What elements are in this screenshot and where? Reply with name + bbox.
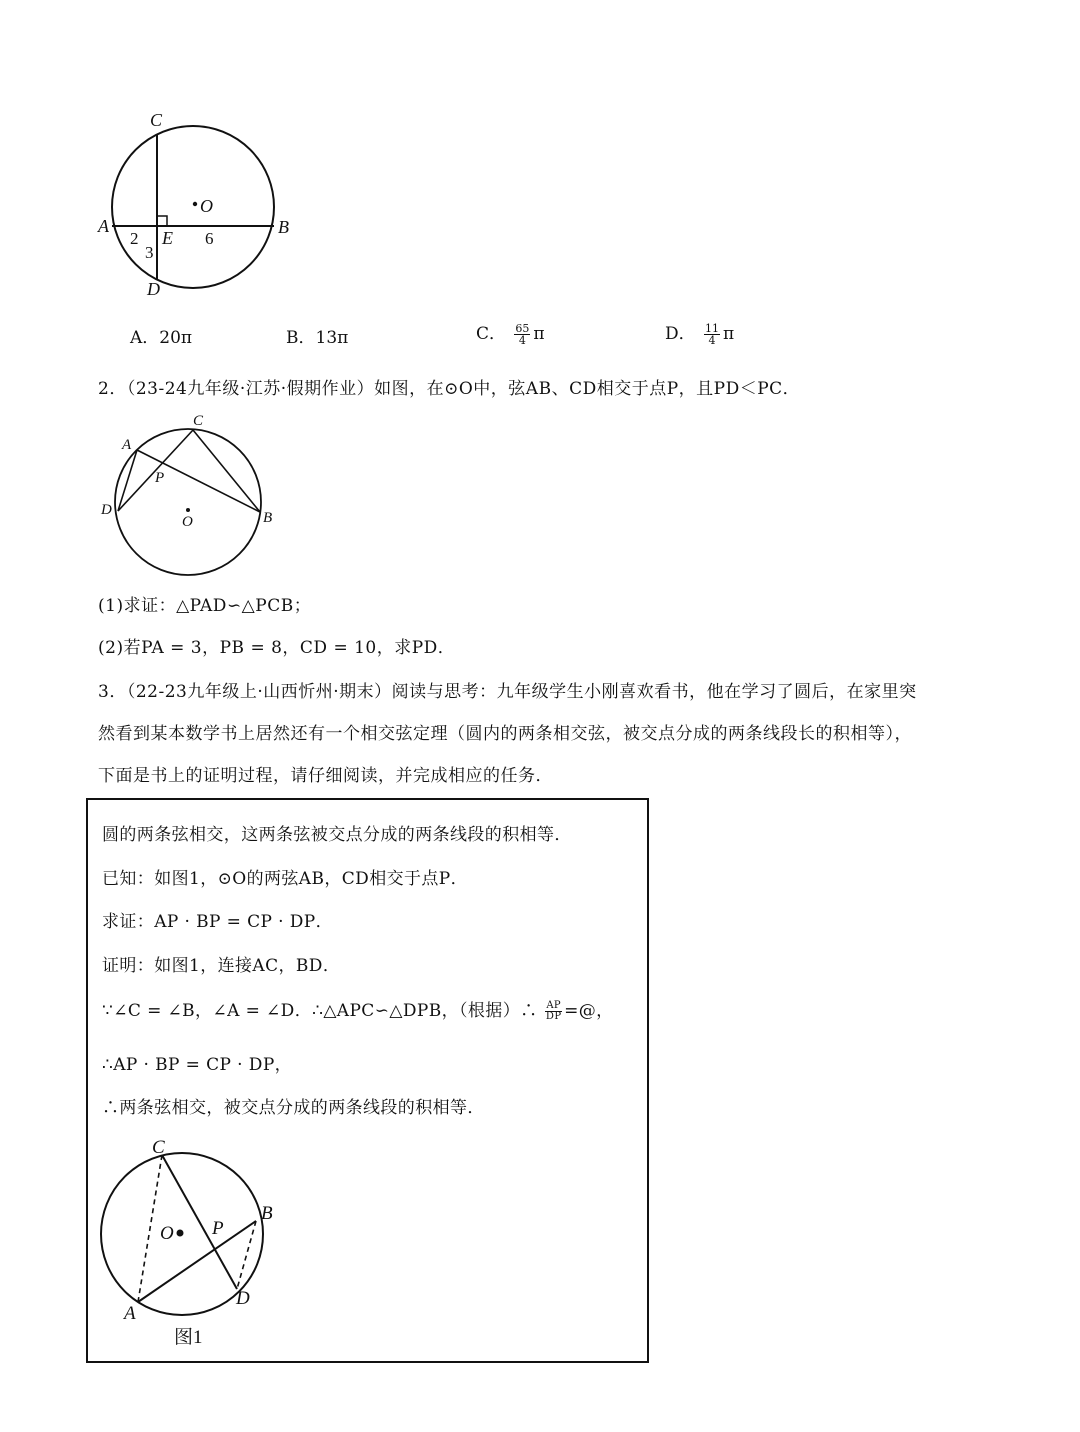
- option-b-value: 13π: [315, 328, 349, 348]
- label-d: D: [236, 1288, 250, 1309]
- label-d: D: [101, 502, 112, 518]
- label-c: C: [150, 110, 163, 130]
- proof-step-1-denominator: DP: [545, 1011, 562, 1022]
- proof-box: [86, 798, 649, 1363]
- center-dot: [177, 1230, 184, 1237]
- proof-step-1-numerator: AP: [546, 1000, 562, 1011]
- option-a[interactable]: [130, 323, 192, 348]
- option-d-fraction: [704, 323, 720, 346]
- center-dot: [193, 202, 197, 206]
- label-a: A: [122, 437, 132, 453]
- label-length-2: 2: [130, 229, 139, 248]
- given-statement: 已知：如图1，⊙O的两弦AB，CD相交于点P．: [102, 869, 469, 889]
- label-c: C: [152, 1137, 165, 1158]
- label-length-3: 3: [145, 243, 154, 262]
- option-a-value: 20π: [159, 328, 193, 348]
- label-b: B: [263, 510, 273, 526]
- to-prove-statement: 求证：AP · BP = CP · DP．: [102, 912, 334, 932]
- question-3-line-1: 3．（22-23九年级上·山西忻州·期末）阅读与思考：九年级学生小刚喜欢看书，他在学习了圆后，在家里突: [98, 682, 917, 702]
- label-c: C: [193, 413, 204, 429]
- option-b-label: B．: [286, 328, 316, 348]
- option-c-label: C．: [476, 324, 507, 344]
- dashed-segment-ac: [138, 1155, 162, 1302]
- label-b: B: [261, 1203, 273, 1224]
- proof-step-1-tail: =@，: [564, 1001, 614, 1021]
- option-c-pi: π: [533, 324, 545, 344]
- label-a: A: [124, 1303, 136, 1324]
- label-length-6: 6: [205, 229, 214, 248]
- chord-cd: [162, 1155, 237, 1289]
- right-angle-mark: [157, 216, 167, 226]
- figure-1-intersecting-chords: [88, 1130, 318, 1350]
- option-d[interactable]: [665, 319, 734, 346]
- option-c-numerator: 65: [515, 322, 530, 335]
- label-o: O: [160, 1223, 174, 1244]
- option-c[interactable]: [476, 319, 545, 346]
- segment-cb: [193, 430, 260, 512]
- proof-step-1-fraction: [545, 1001, 562, 1022]
- label-d: D: [147, 279, 160, 299]
- label-a: A: [98, 216, 109, 236]
- option-d-denominator: 4: [708, 334, 716, 347]
- proof-intro: 证明：如图1，连接AC，BD．: [102, 956, 341, 976]
- figure-circle-chords-2: [95, 405, 285, 585]
- option-a-label: A．: [130, 328, 160, 348]
- option-c-denominator: 4: [518, 334, 526, 347]
- label-e: E: [162, 228, 173, 248]
- option-d-numerator: 11: [705, 322, 720, 335]
- question-3-line-2: 然看到某本数学书上居然还有一个相交弦定理（圆内的两条相交弦，被交点分成的两条线段长的积相等），: [98, 724, 912, 744]
- figure-circle-chords-1: [95, 105, 305, 305]
- proof-conclusion: ∴两条弦相交，被交点分成的两条线段的积相等．: [102, 1098, 485, 1118]
- proof-step-1: [102, 996, 614, 1022]
- option-c-fraction: [514, 323, 530, 346]
- label-p: P: [155, 470, 165, 486]
- theorem-statement: 圆的两条弦相交，这两条弦被交点分成的两条线段的积相等．: [102, 825, 572, 845]
- label-p: P: [212, 1218, 224, 1239]
- label-o: O: [200, 196, 213, 216]
- proof-step-2: ∴AP · BP = CP · DP，: [102, 1055, 293, 1075]
- question-3-line-3: 下面是书上的证明过程，请仔细阅读，并完成相应的任务．: [98, 766, 553, 786]
- proof-step-1-text: ∵∠C = ∠B，∠A = ∠D．∴△APC∽△DPB，（根据）∴: [102, 1001, 538, 1021]
- label-b: B: [278, 217, 289, 237]
- option-d-label: D．: [665, 324, 696, 344]
- circle-outline: [112, 126, 274, 288]
- option-b[interactable]: [286, 323, 348, 348]
- label-o: O: [182, 514, 193, 530]
- center-dot: [186, 508, 190, 512]
- question-2-part-1: (1)求证：△PAD∽△PCB；: [98, 596, 312, 616]
- option-d-pi: π: [723, 324, 735, 344]
- question-2-part-2: (2)若PA = 3，PB = 8，CD = 10，求PD．: [98, 638, 456, 658]
- question-2-stem: 2．（23-24九年级·江苏·假期作业）如图，在⊙O中，弦AB、CD相交于点P，且PD＜PC．: [98, 379, 801, 399]
- figure-caption: 图1: [174, 1327, 203, 1348]
